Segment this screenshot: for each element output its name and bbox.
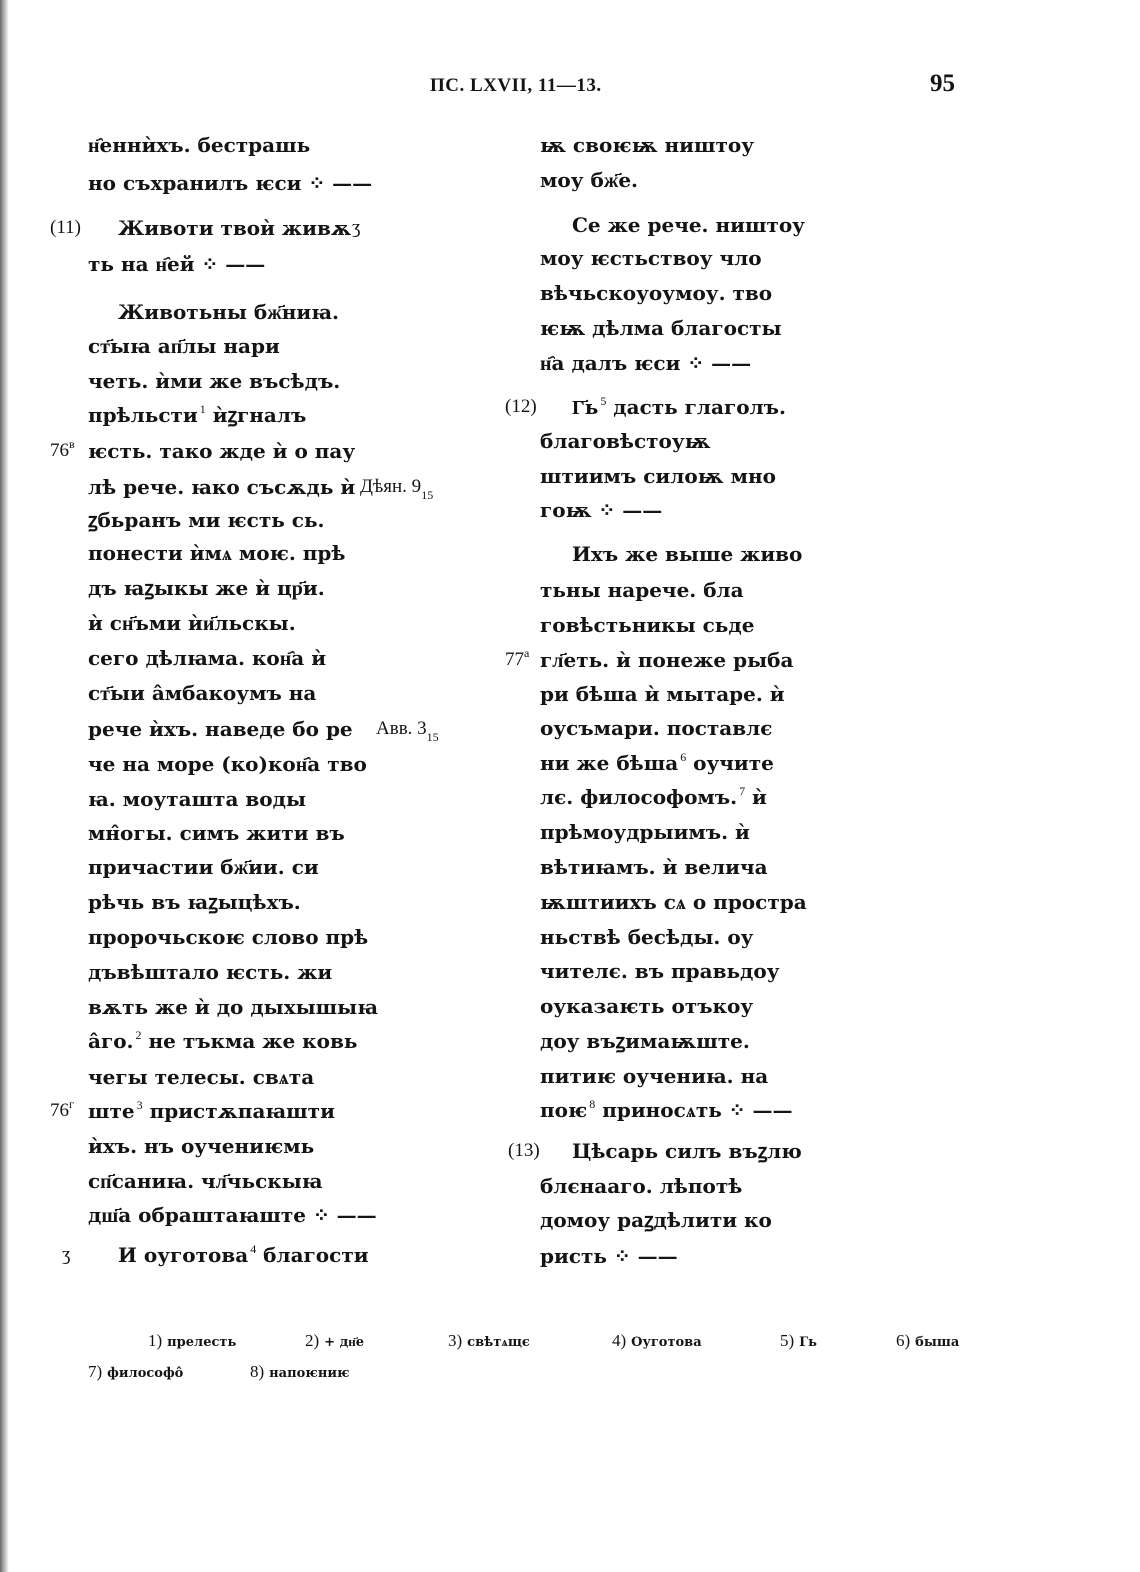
line-text: че на море (ко)кон҄а тво	[88, 752, 367, 776]
margin-note-text: Авв. 3	[376, 718, 427, 739]
scan-binding-edge	[0, 0, 9, 1572]
right-column-line	[540, 748, 774, 781]
left-column-line	[88, 643, 326, 673]
right-margin-note	[505, 645, 529, 676]
line-text: прѣмоудрыимъ. ѝ	[540, 820, 750, 844]
footnote-text: быша	[915, 1335, 960, 1350]
line-text: И оуготова	[118, 1243, 249, 1267]
left-column-line	[118, 1240, 369, 1273]
right-column-line	[572, 539, 802, 569]
right-column-line	[540, 1026, 750, 1056]
margin-note-text: ʒ	[62, 1244, 71, 1265]
line-text: ѭштиихъ сѧ о простра	[540, 890, 807, 914]
footnote-reference: 7	[739, 784, 746, 798]
margin-note-superscript: г	[69, 1097, 74, 1111]
left-column-line	[88, 608, 296, 638]
left-column-line	[88, 436, 355, 466]
footnote-reference: 8	[589, 1097, 596, 1111]
right-column-line	[572, 392, 786, 425]
footnote-text: философо̂	[107, 1366, 184, 1381]
right-column-line	[540, 1095, 792, 1128]
line-text: домоу раꙁдѣлити ко	[540, 1208, 772, 1232]
right-column-line	[540, 782, 767, 815]
line-text: моу бж҃е.	[540, 168, 639, 192]
right-column-line	[540, 130, 754, 160]
left-column-line	[88, 400, 306, 433]
left-margin-note	[50, 213, 81, 243]
right-column-line	[540, 278, 772, 308]
right-column-line	[540, 1061, 768, 1091]
line-text-continued: пристѫпаꙗшти	[142, 1099, 335, 1123]
line-text: сп҃саниꙗ. чл҃чьскыꙗ	[88, 1169, 323, 1193]
margin-note-text: Дѣян. 9	[360, 476, 422, 497]
margin-note-superscript: в	[69, 437, 75, 451]
line-text-continued: не тъкма же ковь	[141, 1029, 358, 1053]
left-column-line	[88, 1166, 323, 1196]
line-text: причастии бж҃ии. си	[88, 855, 319, 879]
line-text: сего дѣлꙗма. кон҄а ѝ	[88, 646, 327, 670]
right-column-line	[540, 575, 744, 605]
footnote	[88, 1361, 183, 1385]
right-column-line	[540, 461, 776, 491]
footnote-number: 8)	[250, 1362, 265, 1381]
line-text: ст҃ыꙗ ап҃лы нари	[88, 334, 280, 358]
line-text: ште	[88, 1099, 135, 1123]
line-text: ѝ сн҃ъми ѝи҃льскы.	[88, 611, 296, 635]
margin-note-text: (12)	[505, 396, 537, 417]
right-column-line	[572, 1136, 802, 1166]
right-column-line	[540, 817, 750, 847]
footnote-number: 2)	[305, 1331, 320, 1350]
line-text: мн̂огы. симъ жити въ	[88, 821, 345, 845]
right-column-line	[540, 1205, 772, 1235]
left-column-line	[88, 505, 325, 535]
line-text-continued: дасть глаголъ.	[606, 395, 786, 419]
footnote-text: напоѥниѥ	[269, 1366, 350, 1381]
right-margin-note	[508, 1136, 540, 1166]
left-column-line	[88, 678, 316, 708]
inner-margin-note	[376, 714, 439, 745]
line-text-continued: приносѧть ⁘ ——	[595, 1098, 793, 1122]
left-column-line	[88, 714, 353, 744]
left-column-line	[88, 331, 280, 361]
footnote-number: 7)	[88, 1362, 103, 1381]
footnote	[305, 1330, 364, 1354]
line-text: ꙁбьранъ ми ѥсть сь.	[88, 508, 325, 532]
line-text: но съхранилъ ѥси ⁘ ——	[88, 171, 373, 195]
left-margin-note	[50, 436, 75, 467]
left-column-line	[88, 573, 325, 603]
right-column-line	[540, 610, 754, 640]
line-text: гл҃еть. ѝ понеже рыба	[540, 648, 794, 672]
right-column-line	[540, 1171, 742, 1201]
right-column-line	[540, 645, 793, 675]
right-column-line	[540, 495, 662, 525]
left-column-line	[88, 1131, 314, 1161]
footnote-number: 6)	[896, 1331, 911, 1350]
line-text: оусъмари. поставлє	[540, 716, 773, 740]
left-column-line	[88, 887, 301, 917]
line-text: Ихъ же выше живо	[572, 542, 803, 566]
line-text: ньствѣ бесѣды. оу	[540, 925, 754, 949]
line-text: ѥѭ дѣлма благосты	[540, 316, 782, 340]
footnote-reference: 5	[600, 394, 607, 408]
left-column-line	[118, 297, 339, 327]
left-column-line	[118, 213, 351, 243]
line-text: доу въꙁимаѭште.	[540, 1029, 750, 1053]
line-text: чителє. въ правьдоу	[540, 959, 780, 983]
line-text: н҄еннѝхъ. бестрашь	[88, 133, 311, 157]
line-text: ѝхъ. нъ оучениѥмь	[88, 1134, 315, 1158]
line-text: ни же бѣша	[540, 751, 679, 775]
page-number: 95	[930, 70, 955, 97]
line-text: вѣчьскоуоумоу. тво	[540, 281, 773, 305]
line-text: рече ѝхъ. наведе бо ре	[88, 717, 353, 741]
line-text: гоѭ ⁘ ——	[540, 498, 663, 522]
line-text: рѣчь въ ꙗꙁыцѣхъ.	[88, 890, 301, 914]
footnote-number: 1)	[148, 1331, 163, 1350]
line-text: благовѣстоуѭ	[540, 429, 711, 453]
left-column-line	[88, 1200, 377, 1230]
line-text: ꙗ. моуташта воды	[88, 787, 306, 811]
line-text-continued: благости	[256, 1243, 369, 1267]
line-text: Цѣсарь силъ въꙁлю	[572, 1139, 802, 1163]
left-column-line	[88, 538, 345, 568]
footnote-reference: 2	[135, 1028, 142, 1042]
margin-note-text: (11)	[50, 217, 81, 238]
line-text: ть на н҄ей ⁘ ——	[88, 252, 266, 276]
line-text: вѣтиꙗмъ. ѝ велича	[540, 855, 768, 879]
footnote	[896, 1330, 959, 1354]
line-text: говѣстьникы сьде	[540, 613, 755, 637]
margin-note-superscript: а	[524, 646, 530, 660]
footnote-number: 5)	[780, 1331, 795, 1350]
line-text: оуказаѥть отъкоу	[540, 994, 754, 1018]
left-column-line	[88, 818, 345, 848]
line-text: ѥсть. тако жде ѝ о пау	[88, 439, 356, 463]
left-column-line	[88, 168, 372, 198]
right-column-line	[540, 348, 751, 378]
left-column-line	[88, 249, 265, 279]
margin-note-text: 76	[50, 1100, 69, 1121]
line-text: понести ѝмѧ моѥ. прѣ	[88, 541, 346, 565]
line-text: ри бѣша ѝ мытаре. ѝ	[540, 682, 785, 706]
line-text: а̂го.	[88, 1029, 134, 1053]
left-column-line	[88, 366, 340, 396]
footnote	[448, 1330, 530, 1354]
line-text: тьны нарече. бла	[540, 578, 744, 602]
right-column-line	[540, 1241, 678, 1271]
line-text: ст҃ыи а̂мбакоумъ на	[88, 681, 317, 705]
left-column-line	[88, 1026, 357, 1059]
footnote-text: прелесть	[167, 1335, 237, 1350]
right-column-line	[540, 313, 782, 343]
line-text: дш҃а обраштаꙗште ⁘ ——	[88, 1203, 377, 1227]
left-column-line	[88, 1096, 335, 1129]
line-text: лє. философомъ.	[540, 785, 738, 809]
line-text: дъ ꙗꙁыкы же ѝ цр҃и.	[88, 576, 325, 600]
line-text: лѣ рече. ꙗко съсѫдь ѝ	[88, 475, 356, 499]
margin-note-text: ʒ	[352, 217, 361, 238]
line-text: н҄а далъ ѥси ⁘ ——	[540, 351, 752, 375]
right-column-line	[540, 679, 785, 709]
line-text: четь. ѝми же въсѣдъ.	[88, 369, 341, 393]
line-text: Животи твоѝ живѫ	[118, 216, 352, 240]
margin-note-text: (13)	[508, 1140, 540, 1161]
footnote-reference: 4	[250, 1242, 257, 1256]
right-margin-note	[505, 392, 537, 422]
right-column-line	[540, 426, 711, 456]
footnote-reference: 6	[680, 750, 687, 764]
line-text: Животьны бж҃ниꙗ.	[118, 300, 339, 324]
margin-note-subscript: 15	[426, 730, 439, 744]
left-column-line	[88, 784, 306, 814]
line-text: Се же рече. ништоу	[572, 213, 805, 237]
left-column-line	[88, 130, 310, 160]
footnote	[250, 1361, 350, 1385]
left-column-line	[88, 1062, 314, 1092]
line-text: прѣльсти	[88, 403, 198, 427]
line-text: поѥ	[540, 1098, 588, 1122]
margin-note-text: 77	[505, 649, 524, 670]
left-margin-note	[50, 1096, 74, 1127]
footnote	[780, 1330, 817, 1354]
line-text: дъвѣштало ѥсть. жи	[88, 960, 333, 984]
line-text: штиимъ силоѭ мно	[540, 464, 776, 488]
inner-margin-note	[360, 472, 433, 503]
inner-margin-note	[352, 213, 360, 243]
right-column-line	[540, 887, 807, 917]
footnote-reference: 3	[136, 1098, 143, 1112]
footnote-number: 4)	[612, 1331, 627, 1350]
line-text: моу ѥстьствоу чло	[540, 246, 762, 270]
footnote	[148, 1330, 236, 1354]
right-column-line	[540, 243, 762, 273]
footnote	[612, 1330, 702, 1354]
footnote-text: свѣтѧщє	[467, 1335, 530, 1350]
line-text: ристь ⁘ ——	[540, 1244, 678, 1268]
line-text: чегы телесы. свѧта	[88, 1065, 315, 1089]
footnote-text: Гь	[799, 1335, 817, 1350]
line-text: блєнааго. лѣпотѣ	[540, 1174, 743, 1198]
right-column-line	[540, 165, 638, 195]
line-text: вѫть же ѝ до дыхышыꙗ	[88, 995, 378, 1019]
right-column-line	[540, 991, 753, 1021]
right-column-line	[540, 713, 772, 743]
line-text: ѭ своѥѭ ништоу	[540, 133, 755, 157]
footnote-reference: 1	[199, 402, 206, 416]
left-margin-note	[62, 1240, 70, 1270]
right-column-line	[540, 956, 780, 986]
footnote-number: 3)	[448, 1331, 463, 1350]
footnote-text: Оуготова	[631, 1335, 702, 1350]
margin-note-subscript: 15	[421, 488, 434, 502]
left-column-line	[88, 992, 378, 1022]
left-column-line	[88, 852, 319, 882]
right-column-line	[540, 852, 768, 882]
margin-note-text: 76	[50, 440, 69, 461]
right-column-line	[572, 210, 805, 240]
line-text: пророчьскоѥ слово прѣ	[88, 925, 369, 949]
line-text-continued: ѝꙁгналъ	[205, 403, 307, 427]
line-text-continued: оучите	[686, 751, 774, 775]
left-column-line	[88, 749, 367, 779]
left-column-line	[88, 957, 332, 987]
line-text: Г҃ь	[572, 395, 599, 419]
right-column-line	[540, 922, 753, 952]
footnote-text: + дн҃е	[324, 1335, 365, 1350]
left-column-line	[88, 922, 368, 952]
running-title: ПС. LXVII, 11—13.	[430, 75, 602, 96]
line-text-continued: ѝ	[745, 785, 767, 809]
line-text: питиѥ оучениꙗ. на	[540, 1064, 769, 1088]
left-column-line	[88, 472, 355, 502]
